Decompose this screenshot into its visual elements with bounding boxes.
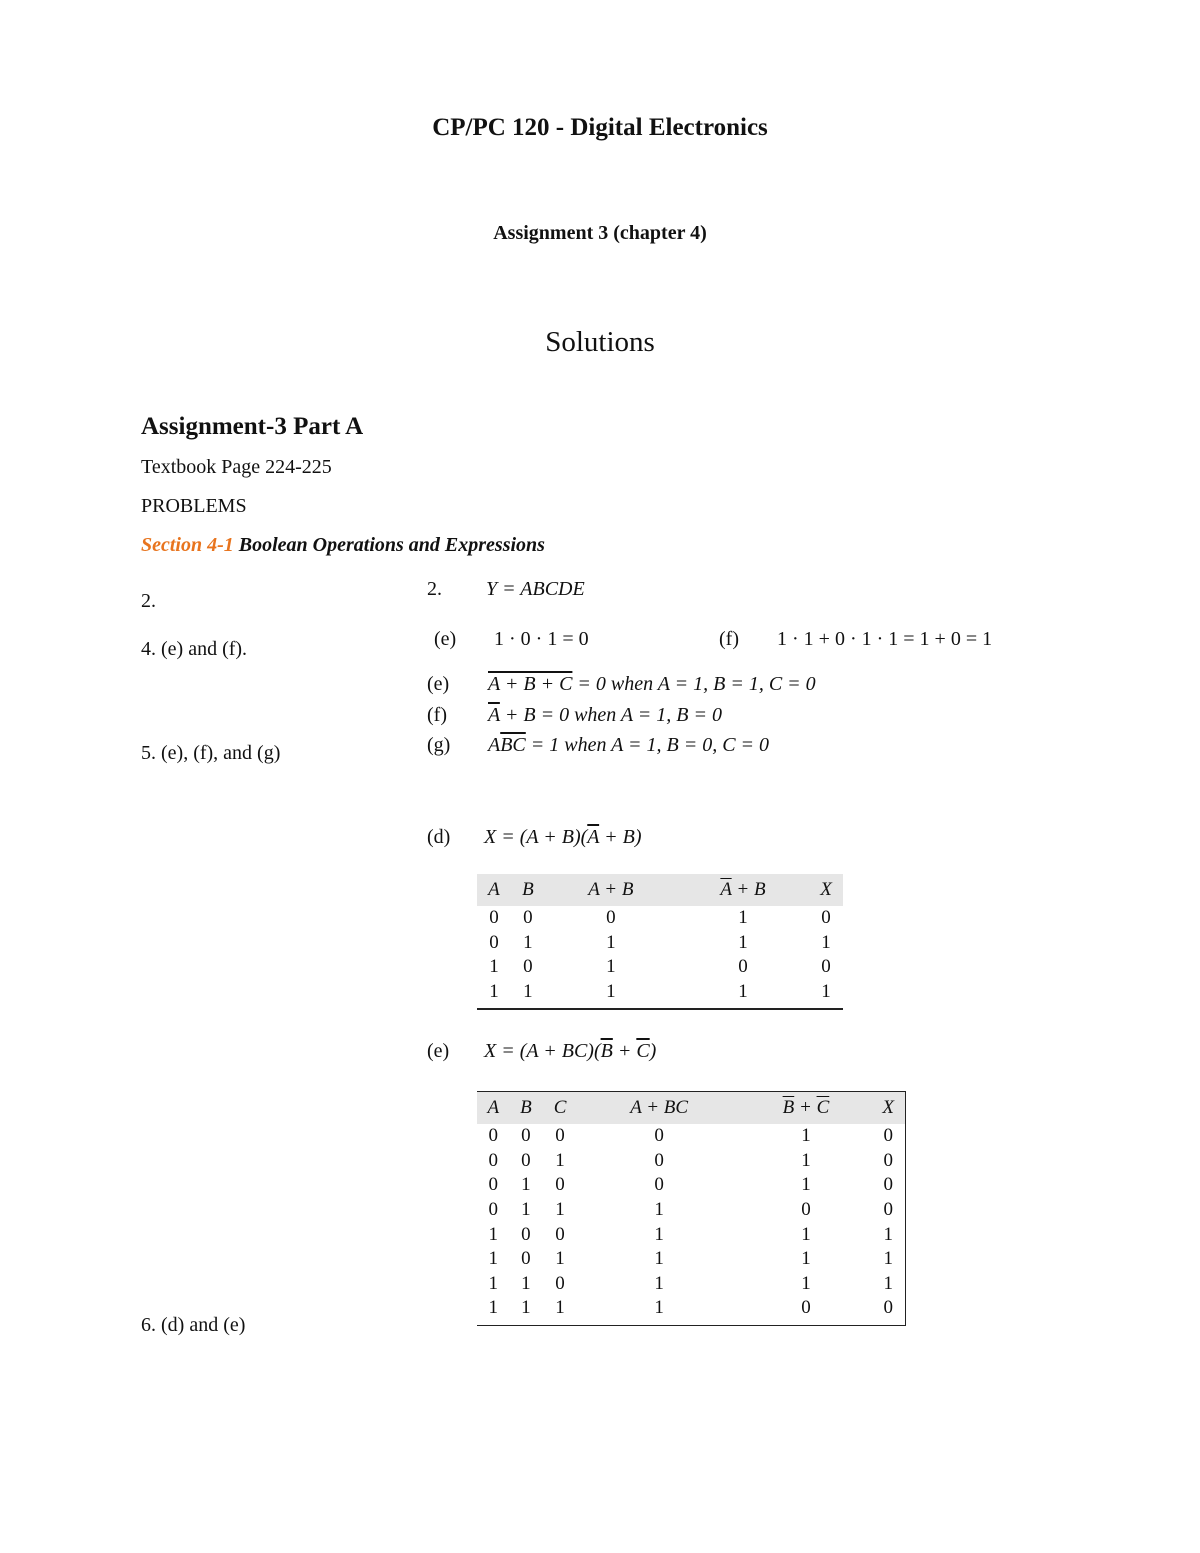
table-cell: 1 [801,1223,811,1245]
table-cell: 0 [654,1174,664,1196]
table-cell: 0 [489,931,499,953]
table-cell: 0 [489,907,499,929]
answer-6e-overlined-c: $\overline{C}$ [636,1040,650,1062]
table-cell: 0 [883,1125,893,1147]
table-row [477,1296,906,1325]
table-cell: 1 [523,931,533,953]
table-header-cell: A [477,1092,510,1125]
table-header-cell: B [511,874,545,906]
table-cell: 0 [488,1125,499,1147]
answer-5f-label: (f) [427,704,447,726]
answer-4f-equation: 1 · 1 + 0 · 1 · 1 = 1 + 0 = 1 [777,628,993,650]
table-cell: 1 [654,1297,664,1319]
table-cell: 0 [555,1223,565,1245]
table-cell: 1 [654,1199,664,1221]
table-cell: 1 [801,1125,811,1147]
question-4: 4. (e) and (f). [141,638,248,660]
table-header-cell: C [542,1092,578,1125]
table-row [477,980,843,1010]
section-title: Boolean Operations and Expressions [233,534,545,556]
table-cell: 1 [738,981,748,1003]
table-cell: 0 [523,907,533,929]
table-cell: 1 [654,1223,664,1245]
table-cell: 0 [555,1125,565,1147]
table-row [477,1272,906,1297]
answer-2-number: 2. [427,578,442,600]
answer-5e-overlined: A + B + C [488,673,573,695]
answer-4e-label: (e) [434,628,457,650]
table-cell: 1 [488,1248,499,1270]
table-cell: 0 [521,1125,531,1147]
table-cell: 1 [606,956,616,978]
assignment-title: Assignment 3 (chapter 4) [493,222,707,244]
table-row [477,1124,906,1149]
table-header-cell: X [809,874,843,906]
header-overlined: $\overline{A}$ [720,879,732,900]
table-cell: 1 [883,1272,893,1294]
table-cell: 0 [654,1149,664,1171]
answer-6e-a: X = (A + BC)( [484,1040,601,1062]
table-cell: 1 [555,1199,565,1221]
problems-label: PROBLEMS [141,495,247,517]
table-row [477,931,843,956]
answer-5f-mid: + B [499,704,536,726]
table-cell: 1 [821,981,831,1003]
question-6: 6. (d) and (e) [141,1314,246,1336]
section-heading [141,534,545,557]
question-2: 2. [141,590,156,612]
part-heading: Assignment-3 Part A [141,413,364,440]
truth-table-6d [477,874,843,1010]
solutions-heading: Solutions [545,326,655,358]
table-cell: 0 [801,1297,811,1319]
table-cell: 1 [555,1297,565,1319]
table-header-cell: A + BC [578,1092,741,1125]
table-header-cell: $\overline{A} + B$ [677,874,809,906]
textbook-ref: Textbook Page 224-225 [141,456,332,478]
answer-6e-label: (e) [427,1040,450,1062]
table-cell: 0 [883,1297,893,1319]
answer-5g-rest: = 1 when A = 1, B = 0, C = 0 [525,734,770,756]
table-cell: 0 [488,1174,499,1196]
answer-2-equation: Y = ABCDE [486,578,585,600]
table-cell: 0 [521,1149,531,1171]
table-row [477,955,843,980]
table-cell: 1 [654,1248,664,1270]
answer-6e-plus: + [612,1040,637,1062]
table-cell: 0 [523,956,533,978]
table-row [477,906,843,931]
answer-5f-equation [488,704,722,727]
table-row [477,1149,906,1174]
table-cell: 1 [488,1297,499,1319]
answer-5f-rest: = 0 when A = 1, B = 0 [535,704,722,726]
table-cell: 1 [654,1272,664,1294]
answer-6e-close: ) [649,1040,657,1062]
table-cell: 1 [801,1272,811,1294]
header-overlined: $\overline{C}$ [816,1097,830,1118]
table-cell: 0 [883,1174,893,1196]
table-cell: 1 [523,981,533,1003]
answer-5e-rest: = 0 when A = 1, B = 1, C = 0 [572,673,816,695]
answer-6d-rest: + B) [599,826,642,848]
table-cell: 1 [606,981,616,1003]
table-cell: 0 [555,1174,565,1196]
table-cell: 0 [821,956,831,978]
table-row [477,1198,906,1223]
table-cell: 1 [489,981,499,1003]
table-cell: 1 [883,1223,893,1245]
table-cell: 1 [801,1174,811,1196]
question-5: 5. (e), (f), and (g) [141,742,281,764]
answer-4e-equation: 1 · 0 · 1 = 0 [494,628,589,650]
table-cell: 1 [555,1248,565,1270]
answer-5e-equation [488,673,816,696]
table-row [477,1247,906,1272]
answer-5g-a: A [488,734,501,756]
table-cell: 1 [488,1223,499,1245]
table-cell: 1 [821,931,831,953]
table-cell: 0 [606,907,616,929]
header-overlined: $\overline{B}$ [782,1097,795,1118]
answer-6e-equation [484,1040,656,1063]
table-cell: 0 [488,1199,499,1221]
table-cell: 0 [738,956,748,978]
table-cell: 1 [521,1199,531,1221]
table-header-cell: X [871,1092,905,1125]
table-header-row [477,1092,906,1125]
table-cell: 0 [821,907,831,929]
answer-4f-label: (f) [719,628,739,650]
section-number: Section 4-1 [141,534,234,556]
table-cell: 0 [488,1149,499,1171]
table-cell: 1 [883,1248,893,1270]
table-row [477,1173,906,1198]
table-cell: 1 [738,907,748,929]
answer-5g-label: (g) [427,734,451,756]
table-cell: 1 [606,931,616,953]
table-cell: 0 [654,1125,664,1147]
table-cell: 0 [555,1272,565,1294]
answer-5f-overlined: $\overline{A}$ [488,704,500,726]
table-cell: 1 [555,1149,565,1171]
answer-5e-label: (e) [427,673,450,695]
table-header-cell: A [477,874,511,906]
course-title: CP/PC 120 - Digital Electronics [432,114,768,141]
table-cell: 0 [521,1248,531,1270]
table-cell: 1 [489,956,499,978]
answer-6d-a: X = (A + B)( [484,826,588,848]
table-cell: 0 [883,1199,893,1221]
table-cell: 1 [801,1248,811,1270]
table-cell: 0 [883,1149,893,1171]
answer-6d-overlined: $\overline{A}$ [587,826,600,848]
answer-6e-overlined-b: $\overline{B}$ [600,1040,613,1062]
table-cell: 1 [521,1272,531,1294]
table-cell: 1 [801,1149,811,1171]
answer-6d-label: (d) [427,826,451,848]
table-cell: 1 [521,1174,531,1196]
answer-5g-equation [488,734,769,757]
table-row [477,1222,906,1247]
table-header-cell: A + B [545,874,677,906]
answer-6d-equation [484,826,642,849]
table-cell: 0 [521,1223,531,1245]
table-cell: 1 [521,1297,531,1319]
table-header-cell: $\overline{B} + \overline{C}$ [740,1092,871,1125]
table-header-cell: B [510,1092,543,1125]
table-cell: 1 [488,1272,499,1294]
table-cell: 1 [738,931,748,953]
table-cell: 0 [801,1199,811,1221]
truth-table-6e [477,1091,906,1326]
table-header-row [477,874,843,906]
answer-5g-overlined: $\overline{BC}$ [500,734,526,756]
